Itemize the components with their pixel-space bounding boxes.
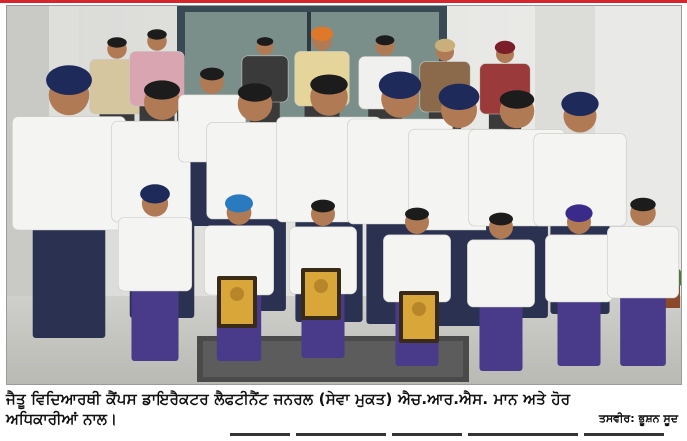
hair xyxy=(630,198,656,212)
turban xyxy=(46,65,92,95)
shirt xyxy=(467,240,534,307)
trousers xyxy=(620,290,666,367)
shirt xyxy=(118,218,192,292)
trousers xyxy=(557,294,600,366)
plaque-emblem xyxy=(230,287,244,301)
photo-credit xyxy=(599,412,678,426)
plaque-emblem xyxy=(412,302,426,316)
hair xyxy=(376,35,395,45)
turban xyxy=(435,39,455,52)
trousers xyxy=(131,282,178,361)
photo-credit-name: ਭੂਸ਼ਨ ਸੂਦ xyxy=(638,412,678,425)
next-article-text-fragment xyxy=(230,433,680,441)
trousers xyxy=(479,299,522,371)
turban xyxy=(565,204,592,222)
shirt xyxy=(545,235,612,302)
caption-line-1: ਜੈਤੂ ਵਿਦਿਆਰਥੀ ਕੈਂਪਸ ਡਾਇਰੈਕਟਰ ਲੈਫਟੀਨੈਂਟ ਜਨਰਲ (ਸੇਵਾ ਮੁਕਤ) ਐਚ.ਆਰ.ਐਸ. ਮਾਨ ਅਤੇ ਹੋਰ xyxy=(6,390,571,408)
shirt xyxy=(12,117,125,230)
turban xyxy=(495,41,515,54)
hair xyxy=(500,90,535,108)
news-photo xyxy=(6,5,682,385)
plaque-2 xyxy=(399,291,439,343)
hair xyxy=(107,37,127,47)
turban xyxy=(311,27,333,41)
hair xyxy=(310,75,348,95)
shirt xyxy=(607,227,678,298)
plaque-face xyxy=(221,280,253,324)
caption-line-2: ਅਧਿਕਾਰੀਆਂ ਨਾਲ। xyxy=(6,410,118,428)
hair xyxy=(144,80,180,99)
hair xyxy=(238,83,273,101)
plaque-emblem xyxy=(314,279,328,293)
hair xyxy=(257,37,274,46)
plaque-1 xyxy=(301,268,341,320)
hair xyxy=(405,208,429,221)
hair xyxy=(147,29,167,39)
hair xyxy=(489,213,513,226)
hair xyxy=(311,200,335,213)
plaque-face xyxy=(305,272,337,316)
turban xyxy=(225,194,253,212)
top-accent-rule xyxy=(0,0,687,3)
turban xyxy=(561,92,598,116)
hair xyxy=(200,68,224,81)
group-photo-scene xyxy=(7,6,682,385)
plaque-face xyxy=(403,295,435,339)
turban xyxy=(439,84,480,110)
trousers xyxy=(33,217,106,339)
turban xyxy=(379,72,422,100)
photo-credit-label: ਤਸਵੀਰ: xyxy=(598,412,635,425)
turban xyxy=(140,184,170,203)
plaque-0 xyxy=(217,276,257,328)
